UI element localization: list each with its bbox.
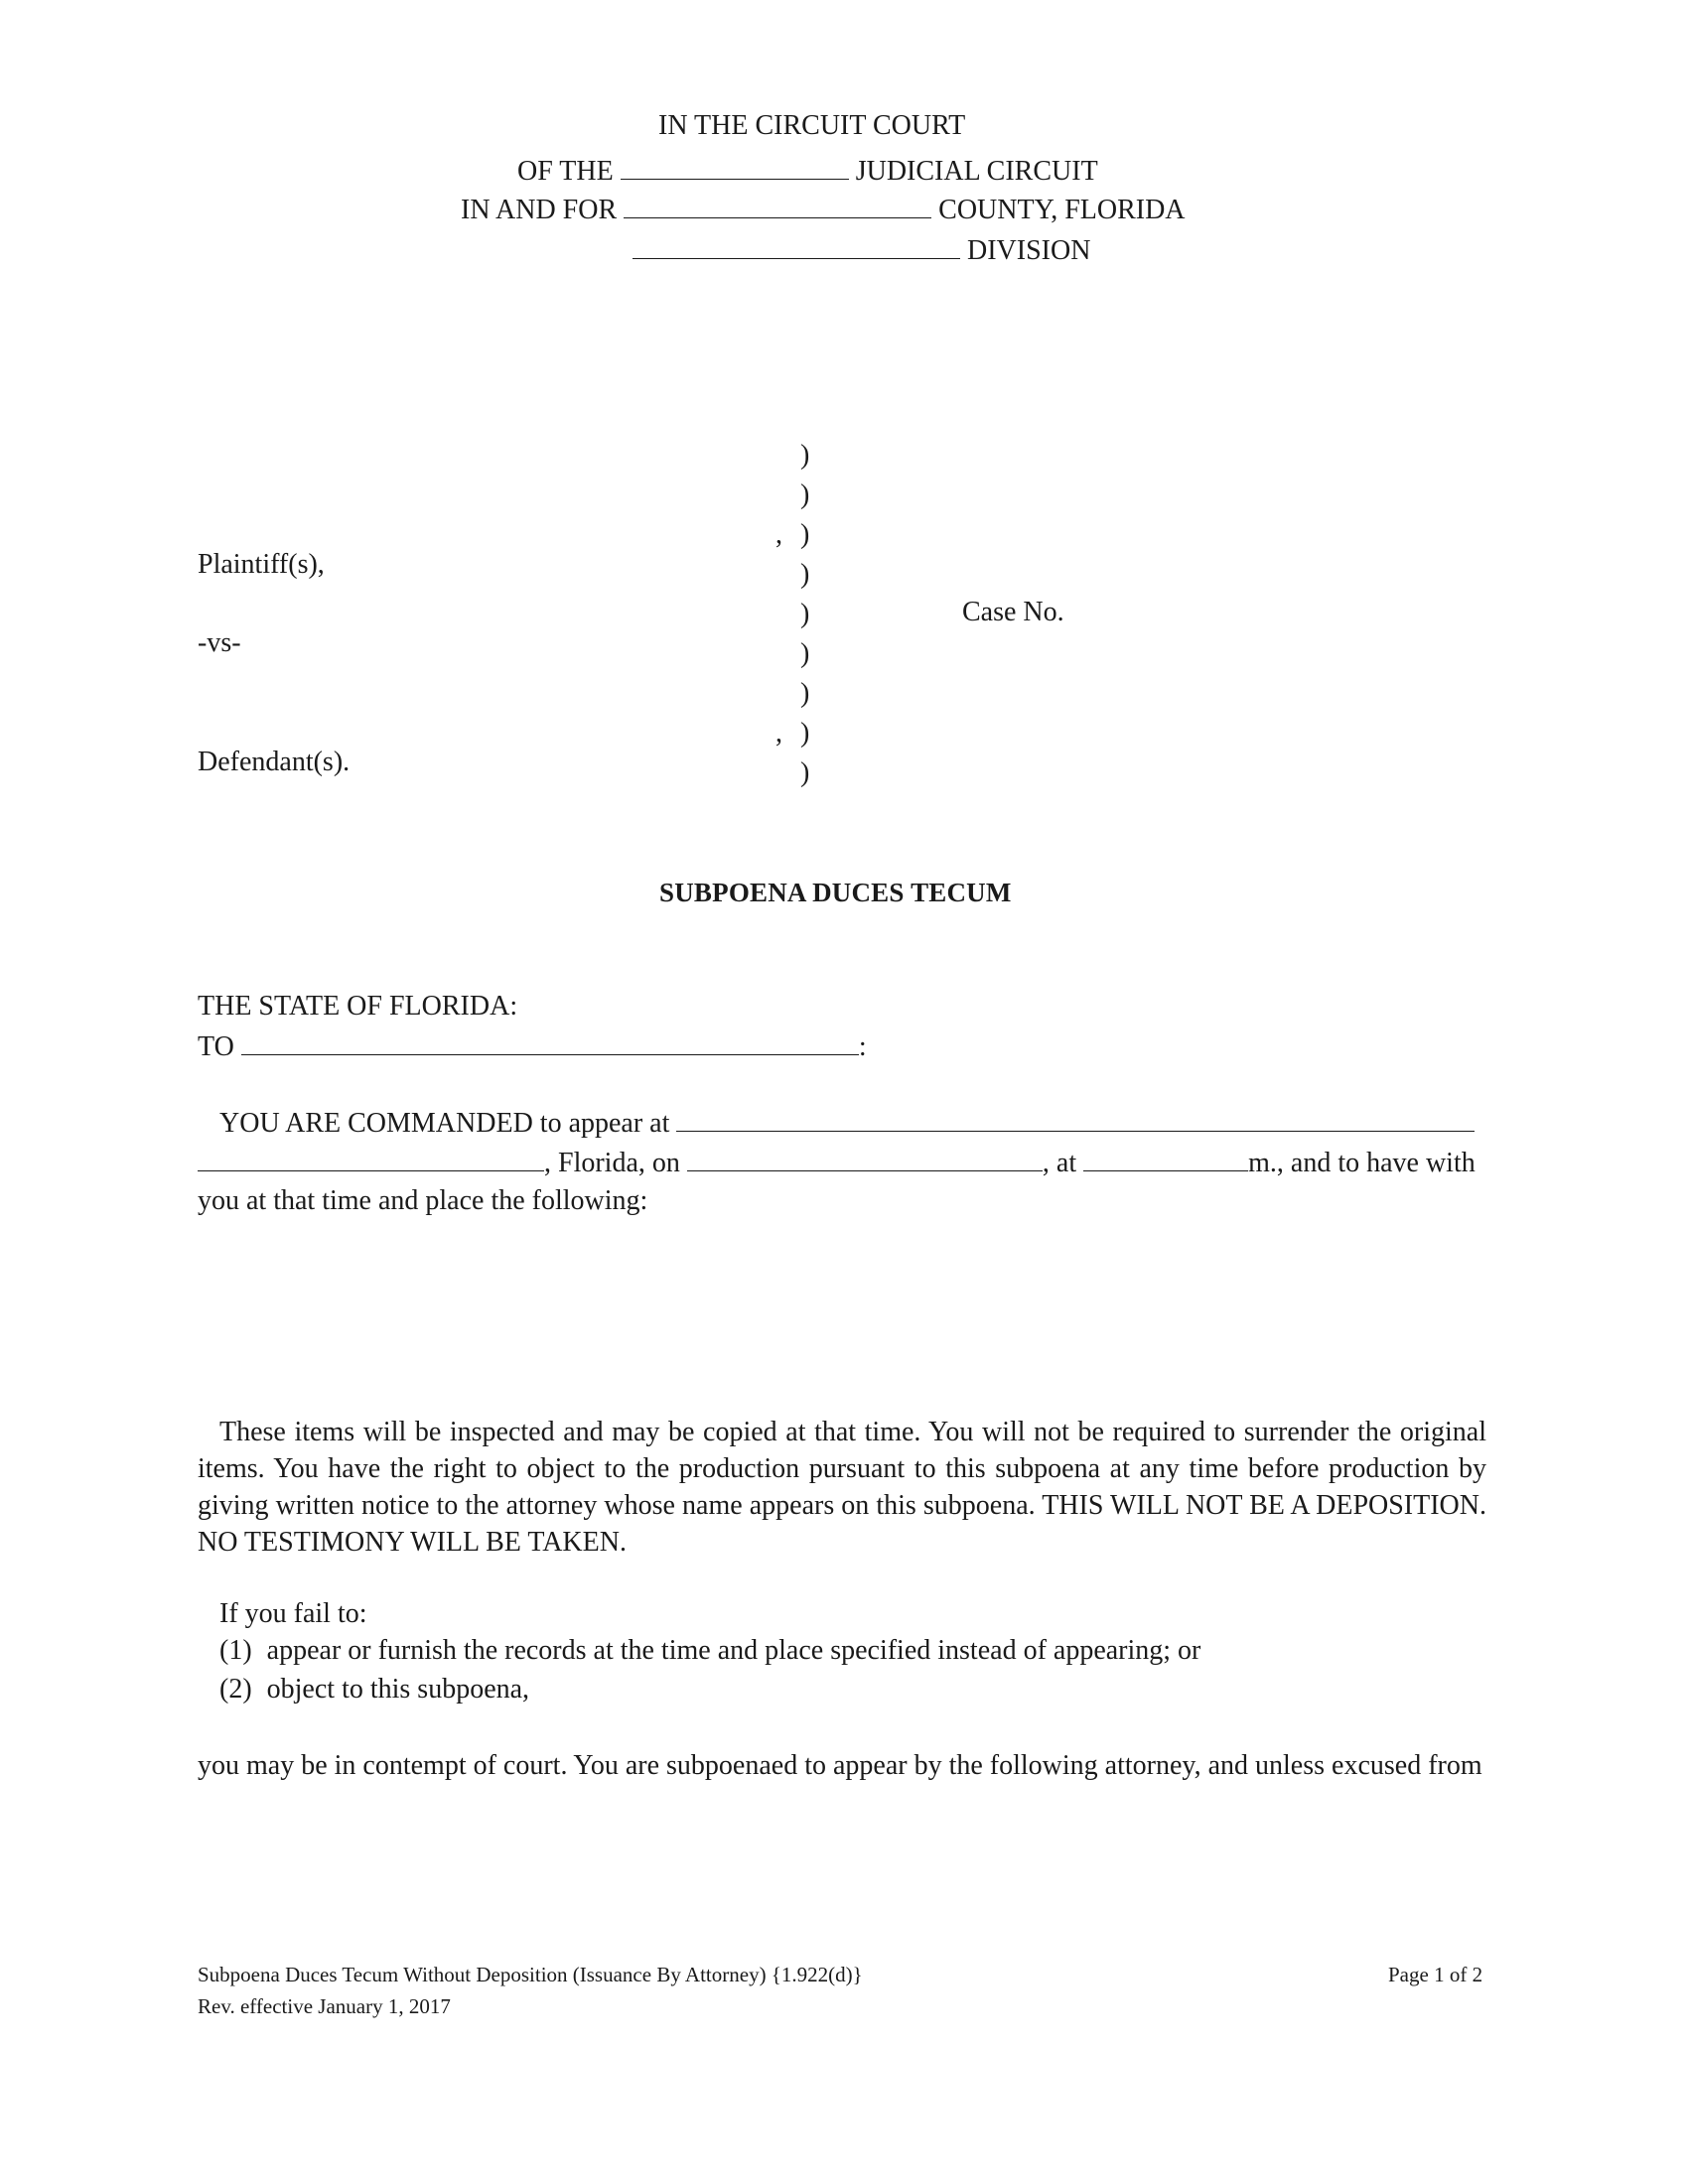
list-item-number: (2) <box>219 1674 252 1705</box>
caption-paren: ) <box>800 678 810 709</box>
versus-label: -vs- <box>198 627 241 658</box>
failure-intro: If you fail to: <box>219 1598 367 1629</box>
list-item <box>219 1637 1200 1665</box>
contempt-line: you may be in contempt of court. You are subpoenaed to appear by the following attorney, and unless excused from <box>198 1750 1482 1781</box>
court-header-line3 <box>461 196 1186 224</box>
list-item-text: appear or furnish the records at the time and place specified instead of appearing; or <box>266 1635 1201 1666</box>
circuit-suffix: JUDICIAL CIRCUIT <box>855 156 1098 187</box>
division-blank[interactable] <box>633 236 960 259</box>
case-number-label: Case No. <box>962 597 1064 627</box>
to-colon: : <box>858 1031 867 1062</box>
inspection-paragraph <box>198 1414 1486 1561</box>
division-suffix: DIVISION <box>967 235 1091 266</box>
judicial-circuit-blank[interactable] <box>621 157 849 180</box>
caption-paren: ) <box>800 479 810 510</box>
caption-paren: ) <box>800 757 810 788</box>
caption-paren: ) <box>800 599 810 629</box>
defendant-name-comma: , <box>775 718 782 749</box>
footer-page-number: Page 1 of 2 <box>1388 1963 1483 1986</box>
inspection-paragraph-text: These items will be inspected and may be copied at that time. You will not be required to surrender the original items. You have the right to object to the production pursuant to this subpoena at any time before production by giving written notice to the attorney whose name appears on this subpoena. THIS WILL NOT BE A DEPOSITION. NO TESTIMONY WILL BE TAKEN. <box>198 1417 1486 1558</box>
state-of-florida-line: THE STATE OF FLORIDA: <box>198 991 518 1022</box>
command-text-appear: YOU ARE COMMANDED to appear at <box>219 1108 670 1139</box>
footer-form-name: Subpoena Duces Tecum Without Deposition (Issuance By Attorney) {1.922(d)} <box>198 1963 863 1986</box>
county-prefix: IN AND FOR <box>461 195 618 225</box>
list-item-text: object to this subpoena, <box>266 1674 530 1705</box>
appearance-location-blank[interactable] <box>676 1109 1475 1132</box>
to-line <box>198 1032 867 1061</box>
city-blank[interactable] <box>198 1149 544 1171</box>
command-text-at: , at <box>1042 1148 1077 1178</box>
time-blank[interactable] <box>1083 1149 1248 1171</box>
caption-paren: ) <box>800 718 810 749</box>
list-item <box>219 1676 529 1704</box>
caption-paren: ) <box>800 519 810 550</box>
court-header-line1: IN THE CIRCUIT COURT <box>658 110 966 141</box>
plaintiff-label: Plaintiff(s), <box>198 549 325 580</box>
county-suffix: COUNTY, FLORIDA <box>938 195 1186 225</box>
document-title: SUBPOENA DUCES TECUM <box>659 878 1012 907</box>
footer-revision: Rev. effective January 1, 2017 <box>198 1994 451 2018</box>
plaintiff-name-comma: , <box>775 519 782 550</box>
command-text-florida-on: , Florida, on <box>544 1148 680 1178</box>
to-label: TO <box>198 1031 234 1062</box>
circuit-prefix: OF THE <box>517 156 614 187</box>
recipient-blank[interactable] <box>241 1032 859 1055</box>
caption-paren: ) <box>800 559 810 590</box>
command-text-have-with: m., and to have with <box>1248 1148 1476 1178</box>
court-header-line4 <box>633 236 1090 265</box>
defendant-label: Defendant(s). <box>198 747 351 777</box>
date-blank[interactable] <box>687 1149 1043 1171</box>
caption-paren: ) <box>800 440 810 471</box>
court-header-line2 <box>517 157 1098 186</box>
command-line1 <box>219 1109 1475 1138</box>
county-blank[interactable] <box>624 196 931 218</box>
command-line2 <box>198 1149 1476 1177</box>
command-line3: you at that time and place the following: <box>198 1185 648 1216</box>
caption-paren: ) <box>800 638 810 669</box>
list-item-number: (1) <box>219 1635 252 1666</box>
